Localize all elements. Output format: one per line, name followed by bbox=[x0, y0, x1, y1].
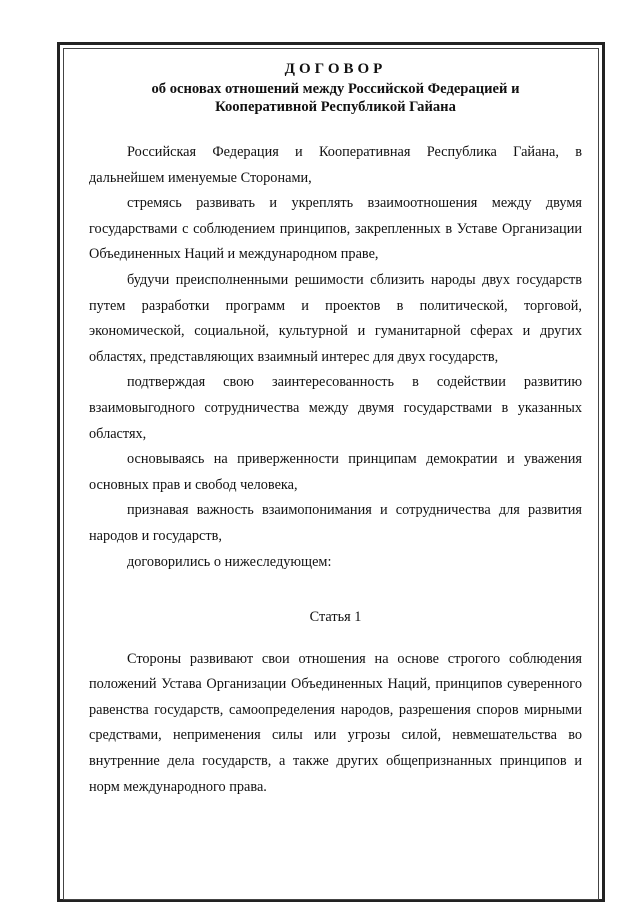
preamble-paragraph: признавая важность взаимопонимания и сотрудничества для развития народов и государств, bbox=[89, 502, 582, 544]
document-body bbox=[89, 58, 582, 800]
document-title: ДОГОВОР bbox=[284, 61, 387, 77]
preamble-paragraph: Российская Федерация и Кооперативная Республика Гайана, в дальнейшем именуемые Сторонами, bbox=[89, 144, 582, 186]
preamble-paragraph: подтверждая свою заинтересованность в содействии развитию взаимовыгодного сотрудничества между двумя государствами в указанных областях, bbox=[89, 374, 582, 442]
article-1-text: Стороны развивают свои отношения на основе строгого соблюдения положений Устава Организации Объединенных Наций, принципов суверенного равенства государств, самоопределения народов, разрешения споров мирными средствами, неприменения силы или угрозы силой, невмешательства во внутренние дела государств, а также других общепризнанных принципов и норм международного права. bbox=[89, 650, 582, 795]
preamble-paragraph: основываясь на приверженности принципам демократии и уважения основных прав и свобод человека, bbox=[89, 451, 582, 493]
document-subtitle-line-2: Кооперативной Республикой Гайана bbox=[215, 99, 456, 115]
preamble-paragraph: стремясь развивать и укреплять взаимоотношения между двумя государствами с соблюдением принципов, закрепленных в Уставе Организации Объединенных Наций и международном праве, bbox=[89, 195, 582, 263]
preamble bbox=[89, 140, 582, 575]
article-1-heading: Статья 1 bbox=[309, 609, 362, 626]
preamble-paragraph: договорились о нижеследующем: bbox=[127, 553, 332, 570]
document-subtitle-line-1: об основах отношений между Российской Федерацией и bbox=[151, 81, 520, 97]
preamble-paragraph: будучи преисполненными решимости сблизить народы двух государств путем разработки программ и проектов в политической, торговой, экономической, социальной, культурной и гуманитарной сферах и других областях, представляющих взаимный интерес для двух государств, bbox=[89, 271, 582, 365]
